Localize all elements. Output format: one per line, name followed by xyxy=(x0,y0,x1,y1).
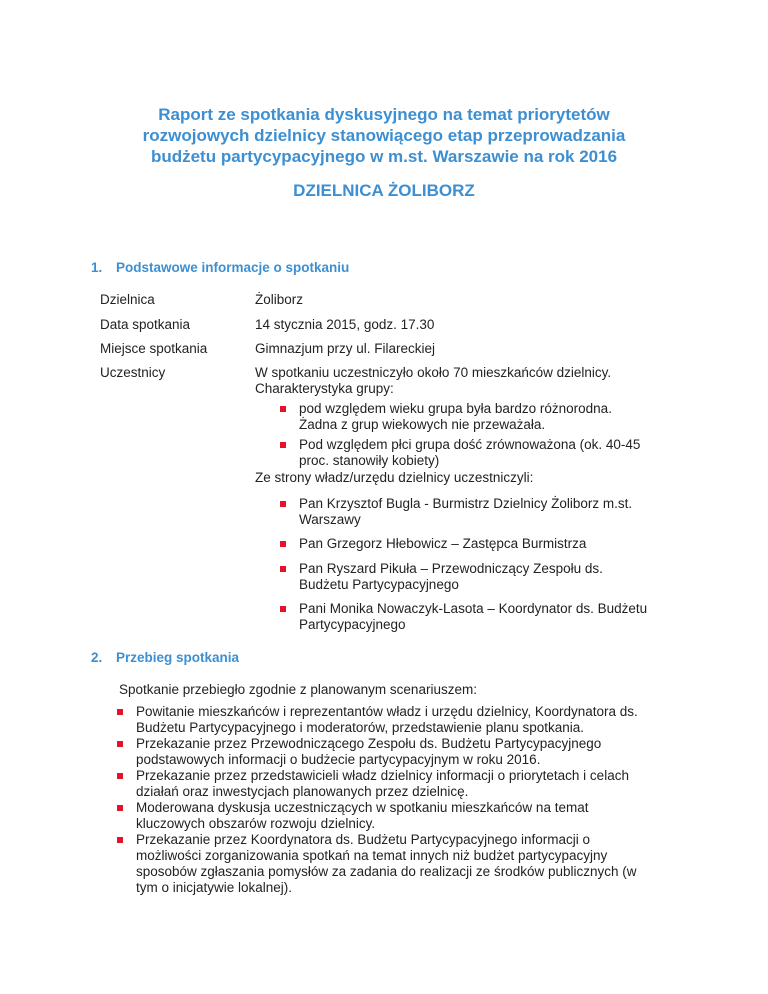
square-bullet-icon xyxy=(280,541,286,547)
square-bullet-icon xyxy=(117,741,123,747)
participants-intro xyxy=(255,365,670,397)
list-item-text xyxy=(299,401,659,433)
info-value: Żoliborz xyxy=(255,292,304,307)
list-item-line: kluczowych obszarów rozwoju dzielnicy. xyxy=(136,816,376,831)
title-line: Raport ze spotkania dyskusyjnego na temat priorytetów xyxy=(158,105,610,124)
section-title: Przebieg spotkania xyxy=(116,650,240,665)
list-item-text xyxy=(299,536,659,552)
district-heading: DZIELNICA ŻOLIBORZ xyxy=(293,181,475,200)
list-item-line: Przekazanie przez przedstawicieli władz dzielnicy informacji o priorytetach i celach xyxy=(136,768,629,783)
section-2-heading xyxy=(91,650,239,665)
list-item-line: proc. stanowiły kobiety) xyxy=(299,453,440,468)
square-bullet-icon xyxy=(280,566,286,572)
list-item-text xyxy=(136,768,677,800)
list-item-text xyxy=(299,437,659,469)
square-bullet-icon xyxy=(117,773,123,779)
list-item-line: działań oraz inwestycjach planowanych przez dzielnicę. xyxy=(136,784,469,799)
info-value: 14 stycznia 2015, godz. 17.30 xyxy=(255,317,435,332)
square-bullet-icon xyxy=(280,606,286,612)
info-label: Uczestnicy xyxy=(100,365,166,380)
list-item-line: Żadna z grup wiekowych nie przeważała. xyxy=(299,417,546,432)
info-value: Gimnazjum przy ul. Filareckiej xyxy=(255,341,436,356)
list-item-line: podstawowych informacji o budżecie partycypacyjnym w roku 2016. xyxy=(136,752,541,767)
list-item-text xyxy=(136,704,677,736)
list-item-text xyxy=(299,496,659,528)
participants-intro-line: Charakterystyka grupy: xyxy=(255,381,394,396)
list-item-line: tym o inicjatywie lokalnej). xyxy=(136,880,293,895)
list-item-line: Przekazanie przez Przewodniczącego Zespołu ds. Budżetu Partycypacyjnego xyxy=(136,736,602,751)
info-label: Data spotkania xyxy=(100,317,191,332)
list-item-line: sposobów zgłaszania pomysłów za zadania do realizacji ze środków publicznych (w xyxy=(136,864,637,879)
list-item-line: Pan Grzegorz Hłebowicz – Zastępca Burmistrza xyxy=(299,536,587,551)
list-item-line: Pan Ryszard Pikuła – Przewodniczący Zespołu ds. xyxy=(299,561,603,576)
title-line: budżetu partycypacyjnego w m.st. Warszawie na rok 2016 xyxy=(150,147,618,166)
list-item-line: Budżetu Partycypacyjnego xyxy=(299,577,459,592)
list-item-line: Przekazanie przez Koordynatora ds. Budżetu Partycypacyjnego informacji o xyxy=(136,832,590,847)
square-bullet-icon xyxy=(117,709,123,715)
section-2-intro: Spotkanie przebiegło zgodnie z planowanym scenariuszem: xyxy=(119,682,477,697)
authorities-intro: Ze strony władz/urzędu dzielnicy uczestniczyli: xyxy=(255,470,534,485)
list-item-line: możliwości zorganizowania spotkań na temat innych niż budżet partycypacyjny xyxy=(136,848,608,863)
list-item-text xyxy=(136,832,677,896)
list-item-line: Partycypacyjnego xyxy=(299,617,406,632)
square-bullet-icon xyxy=(280,406,286,412)
square-bullet-icon xyxy=(280,442,286,448)
section-number: 1. xyxy=(91,260,103,275)
list-item-line: Powitanie mieszkańców i reprezentantów władz i urzędu dzielnicy, Koordynatora ds. xyxy=(136,704,638,719)
list-item-line: Pod względem płci grupa dość zrównoważona (ok. 40-45 xyxy=(299,437,641,452)
section-title: Podstawowe informacje o spotkaniu xyxy=(116,260,350,275)
list-item-text xyxy=(299,601,659,633)
title-line: rozwojowych dzielnicy stanowiącego etap przeprowadzania xyxy=(142,126,626,145)
list-item-line: Pan Krzysztof Bugla - Burmistrz Dzielnicy Żoliborz m.st. xyxy=(299,496,633,511)
list-item-line: pod względem wieku grupa była bardzo różnorodna. xyxy=(299,401,612,416)
square-bullet-icon xyxy=(280,501,286,507)
square-bullet-icon xyxy=(117,837,123,843)
list-item-line: Moderowana dyskusja uczestniczących w spotkaniu mieszkańców na temat xyxy=(136,800,589,815)
list-item-text xyxy=(136,800,677,832)
list-item-line: Warszawy xyxy=(299,512,361,527)
list-item-text xyxy=(136,736,677,768)
section-number: 2. xyxy=(91,650,103,665)
section-1-heading xyxy=(91,260,349,275)
report-title xyxy=(120,104,648,167)
info-label: Dzielnica xyxy=(100,292,155,307)
list-item-line: Pani Monika Nowaczyk-Lasota – Koordynator ds. Budżetu xyxy=(299,601,648,616)
square-bullet-icon xyxy=(117,805,123,811)
participants-intro-line: W spotkaniu uczestniczyło około 70 mieszkańców dzielnicy. xyxy=(255,365,612,380)
list-item-line: Budżetu Partycypacyjnego i moderatorów, przedstawienie planu spotkania. xyxy=(136,720,585,735)
list-item-text xyxy=(299,561,659,593)
info-label: Miejsce spotkania xyxy=(100,341,208,356)
